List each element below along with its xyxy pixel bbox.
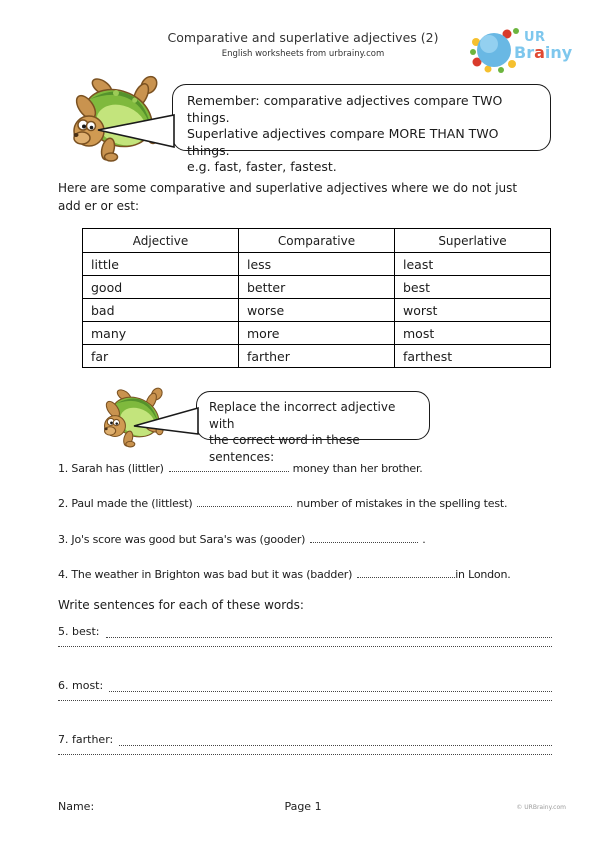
- table-cell: worst: [395, 299, 551, 322]
- question-2: [58, 495, 507, 510]
- write-sentences-prompt: Write sentences for each of these words:: [58, 598, 304, 612]
- table-cell: good: [83, 276, 239, 299]
- answer-blank[interactable]: [169, 460, 289, 472]
- table-row: [83, 276, 551, 299]
- logo-brainy-part3: iny: [544, 43, 573, 62]
- answer-line[interactable]: [119, 734, 552, 746]
- intro-line2: add er or est:: [58, 199, 140, 213]
- answer-blank[interactable]: [310, 531, 418, 543]
- urbrainy-logo: [468, 26, 580, 74]
- question-4: [58, 566, 511, 581]
- copyright-text: © URBrainy.com: [516, 804, 566, 811]
- question-text-before: Paul made the (littlest): [71, 497, 193, 510]
- answer-line[interactable]: [58, 646, 552, 647]
- table-header-row: [83, 229, 551, 253]
- table-cell: farther: [239, 345, 395, 368]
- answer-blank[interactable]: [357, 566, 455, 578]
- table-cell: little: [83, 253, 239, 276]
- speech-bubble-tail: [96, 110, 176, 152]
- write-item-7: [58, 733, 552, 746]
- question-text-after: number of mistakes in the spelling test.: [296, 497, 508, 510]
- answer-line[interactable]: [58, 700, 552, 701]
- col-header-adjective: Adjective: [83, 229, 239, 253]
- bubble1-line1: Remember: comparative adjectives compare TWO things.: [187, 93, 503, 125]
- table-cell: least: [395, 253, 551, 276]
- write-item-word: farther:: [72, 733, 114, 746]
- bubble2-line1: Replace the incorrect adjective with: [209, 400, 396, 431]
- table-cell: far: [83, 345, 239, 368]
- table-cell: many: [83, 322, 239, 345]
- question-text-before: Sarah has (littler): [71, 462, 164, 475]
- question-3: [58, 531, 426, 546]
- col-header-superlative: Superlative: [395, 229, 551, 253]
- write-item-number: 6.: [58, 679, 69, 692]
- logo-brainy-part2: a: [534, 43, 545, 62]
- answer-blank[interactable]: [197, 495, 292, 507]
- write-item-label: [58, 733, 113, 746]
- question-text-after: money than her brother.: [292, 462, 423, 475]
- question-number: 1.: [58, 462, 69, 475]
- write-item-word: most:: [72, 679, 104, 692]
- question-text-before: Jo's score was good but Sara's was (gooder): [71, 533, 306, 546]
- intro-text: [58, 179, 578, 215]
- write-item-label: [58, 679, 103, 692]
- table-cell: worse: [239, 299, 395, 322]
- table-cell: bad: [83, 299, 239, 322]
- table-cell: more: [239, 322, 395, 345]
- table-cell: most: [395, 322, 551, 345]
- bubble1-line2: Superlative adjectives compare MORE THAN TWO things.: [187, 126, 499, 158]
- answer-line[interactable]: [106, 626, 553, 638]
- write-item-word: best:: [72, 625, 100, 638]
- table-row: [83, 253, 551, 276]
- page-number: Page 1: [284, 800, 322, 813]
- page-title: Comparative and superlative adjectives (2): [167, 30, 439, 45]
- bubble2-line2: the correct word in these sentences:: [209, 433, 360, 464]
- page-subtitle: English worksheets from urbrainy.com: [221, 49, 385, 59]
- answer-line[interactable]: [58, 754, 552, 755]
- table-cell: better: [239, 276, 395, 299]
- table-cell: farthest: [395, 345, 551, 368]
- question-text-after: .: [422, 533, 426, 546]
- intro-line1: Here are some comparative and superlative adjectives where we do not just: [58, 181, 518, 195]
- col-header-comparative: Comparative: [239, 229, 395, 253]
- logo-text-ur: UR: [524, 30, 546, 45]
- speech-bubble-replace: [196, 391, 430, 464]
- table-row: [83, 322, 551, 345]
- question-number: 2.: [58, 497, 69, 510]
- table-row: [83, 299, 551, 322]
- speech-bubble-remember: [172, 84, 551, 175]
- bubble1-line3: e.g. fast, faster, fastest.: [187, 159, 337, 175]
- write-item-label: [58, 625, 100, 638]
- logo-text-brainy: [514, 43, 572, 62]
- logo-brainy-part1: Br: [514, 43, 535, 62]
- question-1: [58, 460, 423, 475]
- table-cell: less: [239, 253, 395, 276]
- speech-bubble-tail: [132, 404, 200, 438]
- adjectives-table: [82, 228, 551, 368]
- write-item-6: [58, 679, 552, 692]
- question-number: 3.: [58, 533, 69, 546]
- write-item-number: 5.: [58, 625, 69, 638]
- write-item-number: 7.: [58, 733, 69, 746]
- table-row: [83, 345, 551, 368]
- table-cell: best: [395, 276, 551, 299]
- name-label: Name:: [58, 800, 95, 813]
- question-text-after: in London.: [455, 568, 511, 581]
- answer-line[interactable]: [109, 680, 552, 692]
- question-number: 4.: [58, 568, 69, 581]
- write-item-5: [58, 625, 552, 638]
- question-text-before: The weather in Brighton was bad but it was (badder): [71, 568, 353, 581]
